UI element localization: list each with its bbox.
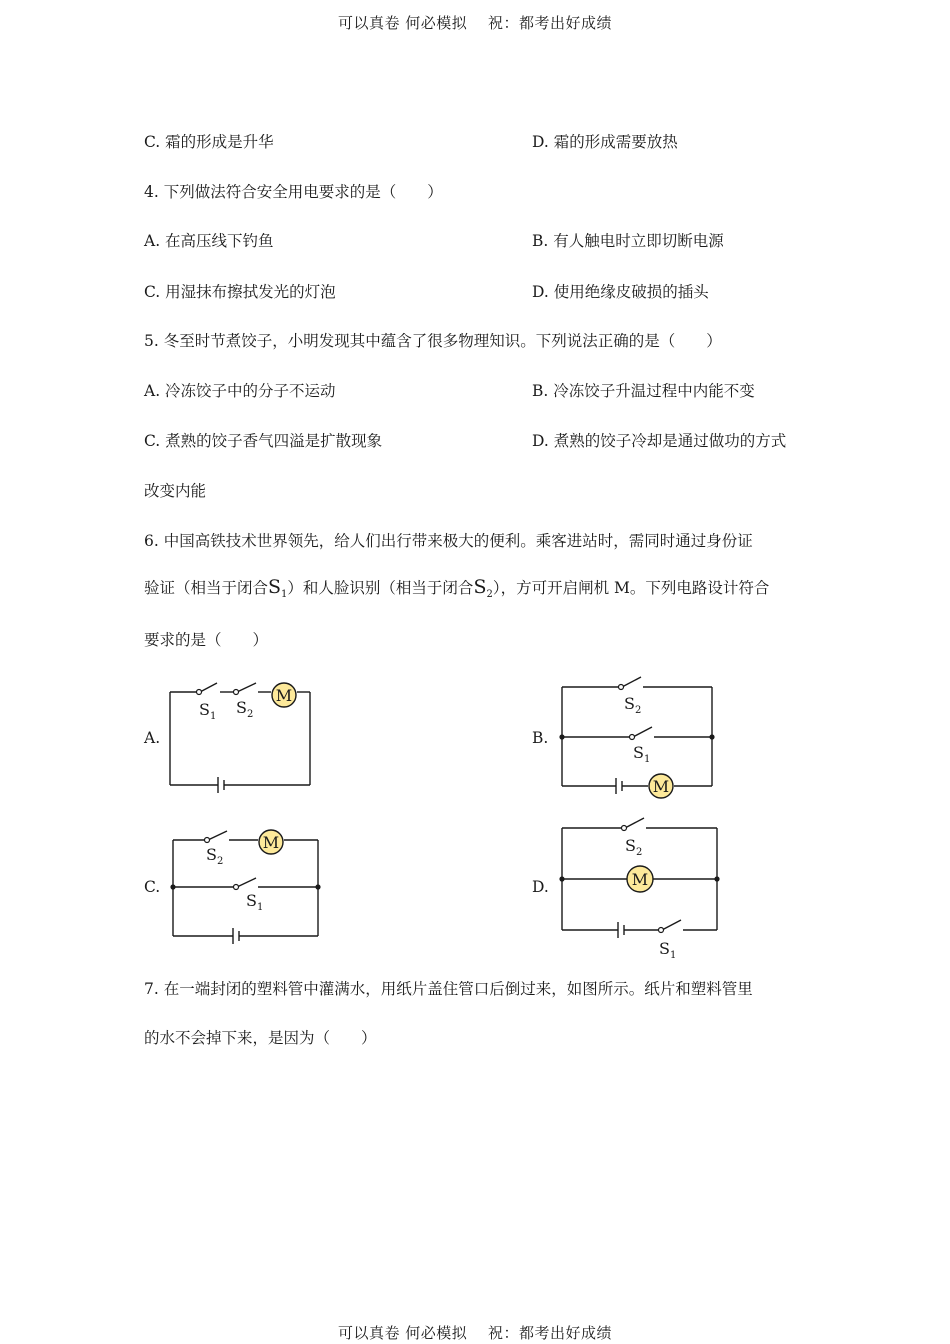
circuit-diagram-c bbox=[160, 820, 335, 950]
q6-line-1: 6. 中国高铁技术世界领先，给人们出行带来极大的便利。乘客进站时，需同时通过身份证 bbox=[144, 532, 753, 550]
page-header: 可以真卷 何必模拟 祝：都考出好成绩 bbox=[337, 14, 613, 32]
circuit-label-d: D. bbox=[532, 878, 549, 896]
q5-option-c: C. 煮熟的饺子香气四溢是扩散现象 bbox=[144, 432, 383, 450]
switch-s1-label: $S_1$ bbox=[199, 700, 217, 722]
circuit-diagram-d bbox=[550, 810, 735, 960]
q6-line-2 bbox=[144, 576, 769, 600]
switch-s1-label: $S_1$ bbox=[659, 939, 677, 961]
switch-s1-label: $S_1$ bbox=[633, 743, 651, 765]
symbol-s: S bbox=[473, 576, 487, 598]
q5-stem: 5. 冬至时节煮饺子，小明发现其中蕴含了很多物理知识。下列说法正确的是（ ） bbox=[144, 332, 722, 350]
switch-s2-label: $S_2$ bbox=[236, 698, 254, 720]
switch-s2-label: $S_2$ bbox=[206, 845, 224, 867]
q6-line-2-part-c: ），方可开启闸机 M。下列电路设计符合 bbox=[492, 579, 770, 597]
circuit-label-b: B. bbox=[532, 729, 549, 747]
motor-label: M bbox=[631, 870, 649, 889]
q7-line-2: 的水不会掉下来，是因为（ ） bbox=[144, 1029, 377, 1047]
switch-s2-label: $S_2$ bbox=[624, 694, 642, 716]
subscript-2: 2 bbox=[486, 589, 493, 600]
q4-option-c: C. 用湿抹布擦拭发光的灯泡 bbox=[144, 283, 336, 301]
page-footer: 可以真卷 何必模拟 祝：都考出好成绩 bbox=[337, 1324, 613, 1342]
q5-option-a: A. 冷冻饺子中的分子不运动 bbox=[144, 382, 336, 400]
circuit-label-a: A. bbox=[144, 729, 161, 747]
q4-option-b: B. 有人触电时立即切断电源 bbox=[532, 232, 724, 250]
q5-option-b: B. 冷冻饺子升温过程中内能不变 bbox=[532, 382, 755, 400]
q7-line-1: 7. 在一端封闭的塑料管中灌满水，用纸片盖住管口后倒过来，如图所示。纸片和塑料管里 bbox=[144, 980, 753, 998]
symbol-s: S bbox=[268, 576, 282, 598]
circuit-diagram-b bbox=[550, 670, 730, 805]
circuit-label-c: C. bbox=[144, 878, 161, 896]
q5-option-d: D. 煮熟的饺子冷却是通过做功的方式 bbox=[532, 432, 787, 450]
q4-option-d: D. 使用绝缘皮破损的插头 bbox=[532, 283, 709, 301]
subscript-1: 1 bbox=[281, 589, 288, 600]
q5-option-d-continued: 改变内能 bbox=[144, 482, 207, 500]
circuit-diagram-a bbox=[160, 670, 330, 805]
motor-label: M bbox=[275, 686, 293, 705]
q4-option-a: A. 在高压线下钓鱼 bbox=[144, 232, 274, 250]
q6-line-2-part-b: ）和人脸识别（相当于闭合 bbox=[287, 579, 474, 597]
motor-label: M bbox=[652, 777, 670, 796]
q3-option-c: C. 霜的形成是升华 bbox=[144, 133, 274, 151]
switch-s1-label: $S_1$ bbox=[246, 891, 264, 913]
motor-label: M bbox=[262, 833, 280, 852]
q3-option-d: D. 霜的形成需要放热 bbox=[532, 133, 678, 151]
q6-line-3: 要求的是（ ） bbox=[144, 631, 269, 649]
switch-s2-label: $S_2$ bbox=[625, 836, 643, 858]
q4-stem: 4. 下列做法符合安全用电要求的是（ ） bbox=[144, 183, 443, 201]
q6-line-2-part-a: 验证（相当于闭合 bbox=[144, 579, 269, 597]
